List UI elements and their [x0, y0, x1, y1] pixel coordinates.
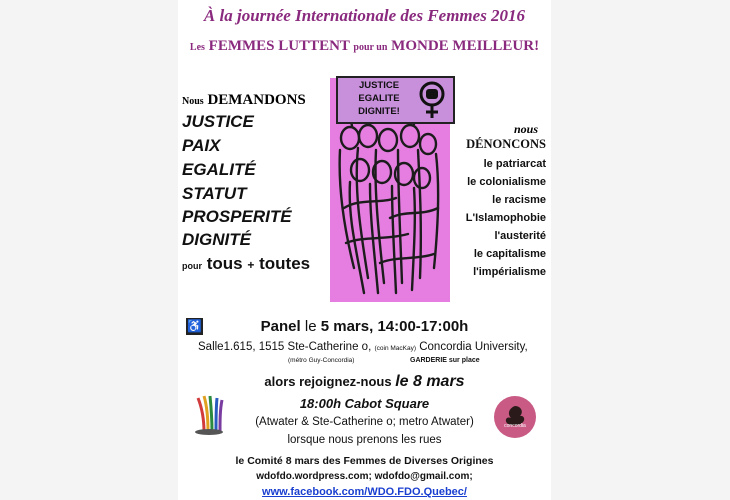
panel-location	[198, 341, 528, 353]
demands-heading	[182, 92, 306, 109]
panel-metro: (métro Guy-Concordia)	[288, 357, 355, 364]
demand-item: JUSTICE	[182, 112, 254, 131]
panel-date: 5 mars,	[320, 318, 374, 335]
denounce-item: le capitalisme	[473, 248, 546, 260]
denounce-item: l'austerité	[494, 230, 546, 242]
location-coin: (coin MacKay)	[374, 345, 417, 352]
venus-fist-icon	[417, 80, 447, 120]
demands-title: DEMANDONS	[207, 92, 306, 108]
demand-item: EGALITÉ	[182, 160, 256, 179]
alors-text: alors rejoignez-nous	[264, 374, 392, 389]
poster-title: À la journée Internationale des Femmes 2016	[203, 6, 526, 25]
women-raised-arms-logo	[192, 392, 226, 436]
denounce-item: l'impérialisme	[473, 266, 546, 278]
subtitle-femmes: FEMMES LUTTENT	[208, 38, 350, 54]
denounce-heading: DÉNONCONS	[466, 137, 546, 151]
march-atwater: (Atwater & Ste-Catherine o; metro Atwater)	[255, 416, 474, 428]
panel-word: Panel	[260, 318, 301, 335]
sign-line-2: EGALITE	[358, 93, 400, 104]
demand-item: STATUT	[182, 184, 247, 203]
contact-line: wdofdo.wordpress.com; wdofdo@gmail.com;	[256, 471, 473, 482]
march-date: le 8 mars	[395, 373, 465, 390]
organizer-line: le Comité 8 mars des Femmes de Diverses Origines	[235, 455, 494, 467]
subtitle-les: Les	[189, 42, 205, 53]
march-time-place: 18:00h Cabot Square	[299, 396, 430, 411]
concordia-logo-text: concordia	[504, 423, 526, 429]
poster	[178, 0, 551, 500]
women-raised-arms-logo-art	[192, 392, 226, 436]
panel-time: 14:00-17:00h	[377, 318, 469, 335]
demands-nous: Nous	[182, 96, 204, 107]
location-university: Concordia University,	[419, 341, 528, 353]
pour-word: pour	[182, 261, 202, 271]
sign-line-3: DIGNITE!	[358, 106, 400, 117]
toutes-word: toutes	[259, 254, 311, 273]
subtitle-monde: MONDE MEILLEUR!	[391, 38, 540, 54]
concordia-logo	[494, 396, 536, 438]
panel-line	[178, 318, 551, 335]
denounce-nous: nous	[514, 122, 539, 136]
denounce-item: le colonialisme	[467, 176, 546, 188]
denounce-item: le racisme	[492, 194, 546, 206]
march-lorsque: lorsque nous prenons les rues	[287, 434, 442, 446]
demand-item: PROSPERITÉ	[182, 207, 292, 226]
march-invite	[178, 373, 551, 391]
garderie-note: GARDERIE sur place	[410, 357, 480, 364]
demand-item: PAIX	[182, 136, 221, 155]
demand-item: DIGNITÉ	[182, 230, 251, 249]
denounce-item: L'Islamophobie	[465, 212, 546, 224]
panel-le: le	[304, 318, 317, 335]
wheelchair-icon: ♿	[187, 319, 202, 333]
facebook-link[interactable]: www.facebook.com/WDO.FDO.Quebec/	[262, 486, 467, 498]
demands-for-all	[182, 254, 310, 274]
tous-word: tous	[206, 254, 243, 273]
denounce-item: le patriarcat	[483, 158, 546, 170]
location-address: Salle1.615, 1515 Ste-Catherine o,	[198, 341, 372, 353]
concordia-logo-art	[494, 396, 536, 438]
sign-line-1: JUSTICE	[358, 80, 400, 91]
poster-subtitle	[178, 38, 551, 55]
plus-sign: +	[247, 258, 255, 272]
subtitle-pour: pour un	[353, 42, 388, 53]
